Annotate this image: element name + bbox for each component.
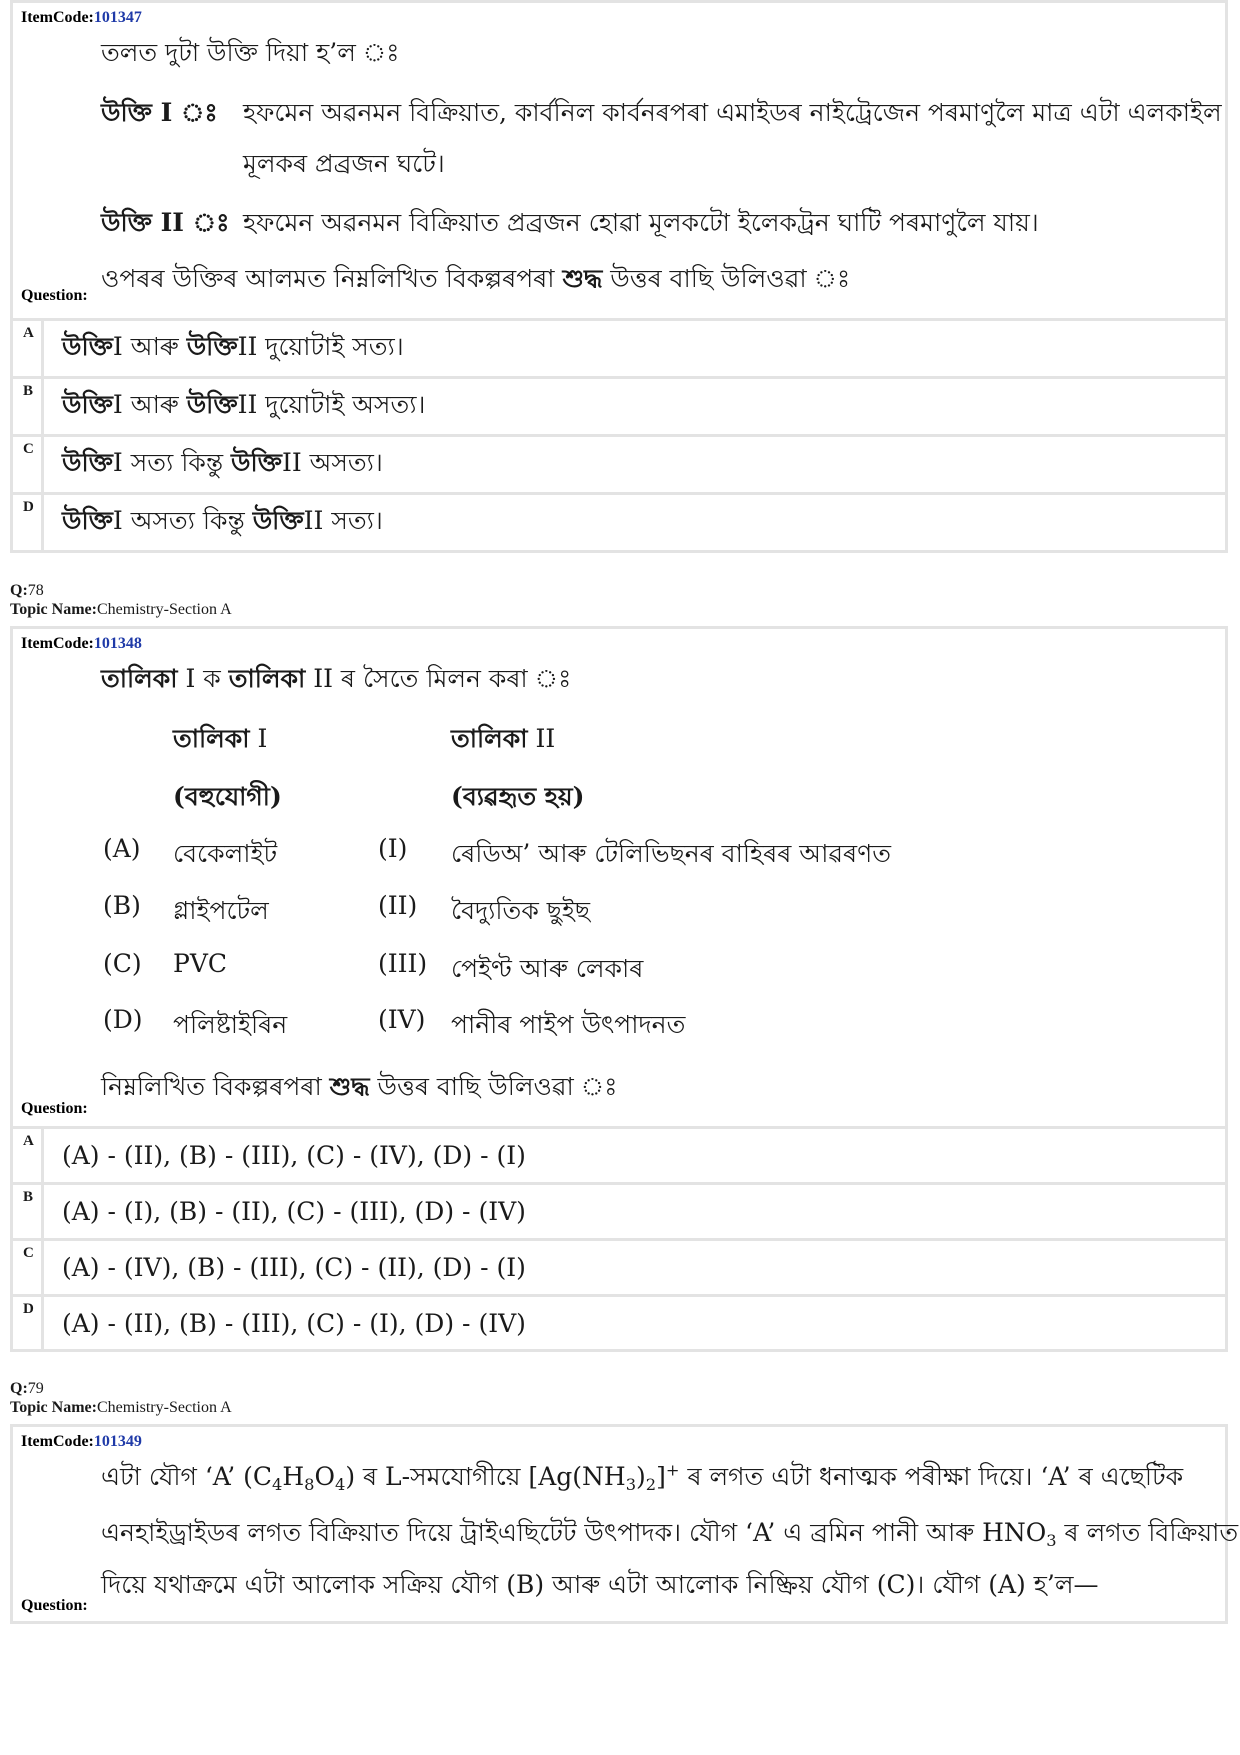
itemcode-label-text: ItemCode: — [21, 1433, 94, 1450]
question-number-value: 79 — [27, 1380, 44, 1397]
list-1-subheading: (বহুযোগী) — [173, 782, 282, 811]
option-letter: A — [23, 325, 34, 341]
question-number — [10, 582, 44, 600]
text-part: এটা যৌগ ‘A’ (C — [101, 1462, 272, 1491]
row-label-left: (D) — [103, 1005, 143, 1034]
option-part: I আৰু — [112, 390, 179, 419]
row-left-item: পলিষ্টাইৰিন — [173, 1010, 288, 1039]
option-d[interactable] — [13, 1294, 1225, 1349]
question-number-label: Q: — [10, 582, 28, 599]
text-part: O — [314, 1462, 335, 1491]
intro-part: I ক — [177, 664, 229, 693]
row-label-left: (B) — [103, 891, 141, 920]
option-text: (A) - (I), (B) - (II), (C) - (III), (D) - (IV) — [41, 1185, 1225, 1238]
itemcode-label — [21, 9, 142, 27]
list-2-subheading: (ব্যৱহৃত হয়) — [451, 782, 585, 811]
option-key: উক্তি — [62, 332, 113, 361]
option-letter: D — [23, 1301, 34, 1317]
row-label-right: (IV) — [378, 1005, 426, 1034]
question-text-part: নিম্নলিখিত বিকল্পৰপৰা — [101, 1072, 330, 1101]
option-a[interactable] — [13, 318, 1225, 376]
question-text-part: উত্তৰ বাছি উলিওৱা ঃ — [602, 264, 851, 293]
heading-numeral: II — [527, 724, 556, 753]
option-text — [41, 379, 1225, 434]
question-text-part: ওপৰৰ উক্তিৰ আলমত নিম্নলিখিত বিকল্পৰপৰা — [101, 264, 563, 293]
itemcode-label-text: ItemCode: — [21, 635, 94, 652]
statement-1-line-1: হফমেন অৱনমন বিক্রিয়াত, কাৰ্বনিল কাৰ্বনৰপৰা এমাইডৰ নাইট্ৰেজেন পৰমাণুলৈ মাত্র এটা এলকাইল — [243, 98, 1222, 127]
option-letter: B — [23, 383, 34, 399]
question-intro: তলত দুটা উক্তি দিয়া হ’ল ঃ — [101, 38, 400, 67]
subscript: 2 — [645, 1474, 657, 1494]
question-text-bold: শুদ্ধ — [562, 264, 603, 293]
statement-2-text: হফমেন অৱনমন বিক্রিয়াত প্ৰব্ৰজন হোৱা মূলকটো ইলেকট্ৰন ঘাটি পৰমাণুলৈ যায়। — [243, 208, 1039, 237]
option-key: উক্তি — [252, 506, 304, 535]
question-label: Question: — [21, 287, 88, 304]
text-part: ] — [656, 1462, 666, 1491]
option-part: II দুয়োটাই অসত্য। — [237, 390, 426, 419]
option-letter: C — [23, 1245, 34, 1261]
itemcode-value: 101349 — [93, 1433, 142, 1450]
row-right-item: পানীৰ পাইপ উৎপাদনত — [451, 1010, 686, 1039]
option-part: II অসত্য। — [281, 448, 383, 477]
option-key: উক্তি — [186, 332, 238, 361]
statement-2-label: উক্তি II ঃ — [101, 208, 230, 237]
option-part: I আৰু — [112, 332, 179, 361]
question-text-bold: শুদ্ধ — [329, 1072, 370, 1101]
option-key: উক্তি — [62, 448, 113, 477]
subscript: 3 — [1046, 1530, 1057, 1550]
option-text — [41, 321, 1225, 376]
row-label-right: (II) — [378, 891, 418, 920]
question-text — [101, 261, 850, 296]
heading-bold: তালিকা — [173, 724, 250, 753]
option-b[interactable] — [13, 1182, 1225, 1238]
option-d[interactable] — [13, 492, 1225, 550]
question-number-label: Q: — [10, 1380, 28, 1397]
topic-label: Topic Name: — [10, 1399, 97, 1416]
row-right-item: ৰেডিঅ’ আৰু টেলিভিছনৰ বাহিৰৰ আৱৰণত — [451, 839, 891, 868]
row-right-item: বৈদ্যুতিক ছুইছ — [451, 896, 591, 925]
row-label-left: (C) — [103, 949, 142, 978]
option-text: (A) - (II), (B) - (III), (C) - (IV), (D) - (I) — [41, 1129, 1225, 1182]
option-c[interactable] — [13, 434, 1225, 492]
option-key: উক্তি — [231, 448, 282, 477]
text-part: ) — [636, 1462, 646, 1491]
intro-bold: তালিকা — [228, 664, 306, 693]
question-line-1 — [101, 1459, 1183, 1497]
intro-part: II ৰ সৈতে মিলন কৰা ঃ — [305, 664, 572, 693]
topic-name — [10, 1399, 232, 1417]
subscript: 3 — [625, 1474, 637, 1494]
option-part: II সত্য। — [303, 506, 383, 535]
option-a[interactable] — [13, 1126, 1225, 1182]
option-b[interactable] — [13, 376, 1225, 434]
statement-1-line-2: মূলকৰ প্ৰব্ৰজন ঘটে। — [243, 149, 445, 178]
option-letter: B — [23, 1189, 34, 1205]
row-left-item: গ্লাইপটেল — [173, 896, 269, 925]
superscript: + — [665, 1460, 680, 1480]
option-c[interactable] — [13, 1238, 1225, 1294]
option-text — [41, 495, 1225, 550]
question-line-3: দিয়ে যথাক্রমে এটা আলোক সক্রিয় যৌগ (B) আৰু এটা আলোক নিষ্ক্রিয় যৌগ (C)। যৌগ (A) হ’ল— — [101, 1570, 1099, 1599]
question-text — [101, 1069, 617, 1104]
option-letter: D — [23, 499, 34, 515]
option-key: উক্তি — [62, 390, 113, 419]
row-left-item: বেকেলাইট — [173, 839, 278, 868]
option-text: (A) - (II), (B) - (III), (C) - (I), (D) - (IV) — [41, 1297, 1225, 1349]
question-text-part: উত্তৰ বাছি উলিওৱা ঃ — [369, 1072, 618, 1101]
statement-1-label: উক্তি I ঃ — [101, 98, 218, 127]
option-text: (A) - (IV), (B) - (III), (C) - (II), (D) - (I) — [41, 1241, 1225, 1294]
subscript: 4 — [271, 1474, 283, 1494]
text-part: ) ৰ L-সমযোগীয়ে [Ag(NH — [345, 1462, 626, 1491]
text-part: ৰ লগত এটা ধনাত্মক পৰীক্ষা দিয়ে। ‘A’ ৰ এছেটিক — [679, 1462, 1184, 1491]
topic-name — [10, 601, 232, 619]
itemcode-label — [21, 1433, 142, 1451]
row-label-right: (I) — [378, 834, 408, 863]
subscript: 8 — [304, 1474, 315, 1494]
question-block-101348 — [10, 626, 1228, 1352]
text-part: H — [282, 1462, 305, 1491]
intro-bold: তালিকা — [101, 664, 178, 693]
itemcode-value: 101348 — [93, 635, 142, 652]
row-label-right: (III) — [378, 949, 428, 978]
question-number-value: 78 — [27, 582, 44, 599]
list-1-heading — [173, 719, 267, 762]
itemcode-value: 101347 — [93, 9, 142, 26]
question-block-101349 — [10, 1424, 1239, 1624]
option-part: I অসত্য কিন্তু — [112, 506, 245, 535]
itemcode-label — [21, 635, 142, 653]
option-key: উক্তি — [62, 506, 113, 535]
question-block-101347 — [10, 0, 1228, 553]
question-label: Question: — [21, 1100, 88, 1117]
text-part: ৰ লগত বিক্রিয়াত — [1056, 1518, 1239, 1547]
subscript: 4 — [334, 1474, 346, 1494]
row-label-left: (A) — [103, 834, 141, 863]
question-intro — [101, 661, 571, 696]
option-part: I সত্য কিন্তু — [112, 448, 224, 477]
option-part: II দুয়োটাই সত্য। — [237, 332, 404, 361]
topic-value: Chemistry-Section A — [96, 601, 232, 618]
question-line-2 — [101, 1515, 1238, 1553]
question-label: Question: — [21, 1597, 88, 1614]
text-part: এনহাইড্ৰাইডৰ লগত বিক্রিয়াত দিয়ে ট্ৰাইএছিটেট উৎপাদক। যৌগ ‘A’ এ ব্ৰমিন পানী আৰু HNO — [101, 1518, 1047, 1547]
heading-numeral: I — [249, 724, 268, 753]
list-2-heading — [451, 719, 555, 762]
itemcode-label-text: ItemCode: — [21, 9, 94, 26]
topic-value: Chemistry-Section A — [96, 1399, 232, 1416]
topic-label: Topic Name: — [10, 601, 97, 618]
heading-bold: তালিকা — [451, 724, 528, 753]
option-key: উক্তি — [186, 390, 238, 419]
option-text — [41, 437, 1225, 492]
question-number — [10, 1380, 44, 1398]
option-letter: A — [23, 1133, 34, 1149]
row-right-item: পেইণ্ট আৰু লেকাৰ — [451, 954, 644, 983]
row-left-item: PVC — [173, 949, 228, 978]
option-letter: C — [23, 441, 34, 457]
